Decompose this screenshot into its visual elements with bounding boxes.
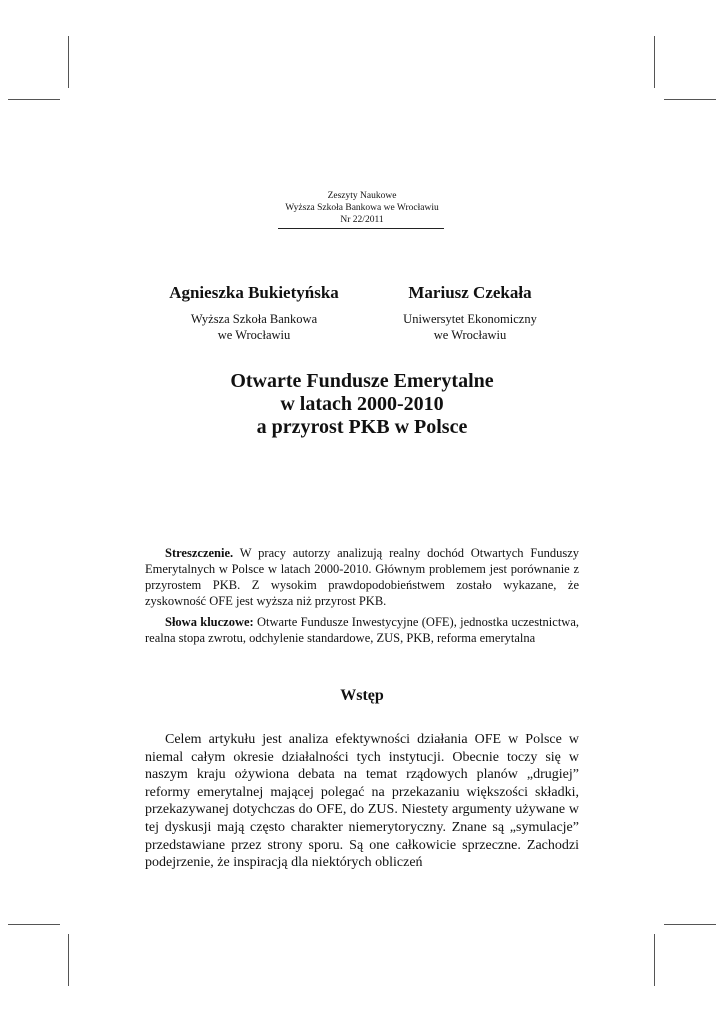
crop-mark [8,924,60,925]
author-block-1 [134,282,374,343]
keywords [145,614,579,646]
journal-publisher: Wyższa Szkoła Bankowa we Wrocławiu [285,203,439,213]
crop-mark [664,924,716,925]
affiliation-line: Uniwersytet Ekonomiczny [403,312,537,326]
author-name: Agnieszka Bukietyńska [169,283,339,302]
crop-mark [8,99,60,100]
journal-name: Zeszyty Naukowe [327,191,397,201]
affiliation-line: we Wrocławiu [217,328,291,342]
author-affiliation [134,311,374,343]
author-block-2 [350,282,590,343]
abstract-label: Streszczenie. [165,546,234,560]
journal-header [262,190,462,226]
crop-mark [664,99,716,100]
title-line: a przyrost PKB w Polsce [256,416,468,438]
affiliation-line: we Wrocławiu [433,328,507,342]
crop-mark [68,934,69,986]
keywords-text: Otwarte Fundusze Inwestycyjne (OFE), jednostka uczestnictwa, realna stopa zwrotu, odchylenie standardowe, ZUS, PKB, reforma emerytalna [145,615,580,645]
title-line: w latach 2000-2010 [280,393,444,415]
body-paragraph: Celem artykułu jest analiza efektywności działania OFE w Polsce w niemal całym okresie działalności tych instytucji. Obecnie toczy się w naszym kraju ożywiona debata na temat rządowych planów „drugiej” reformy emerytalnej mającej polegać na przekazaniu większości składki, przekazywanej dotychczas do OFE, do ZUS. Niestety argumenty używane w tej dyskusji mają często charakter niemerytoryczny. Znane są „symulacje” przedstawiane przez strony sporu. Są one całkowicie sprzeczne. Zachodzi podejrzenie, że inspiracją dla niektórych obliczeń [145,732,579,871]
header-rule [278,228,444,229]
abstract [145,545,579,609]
crop-mark [654,934,655,986]
paper-title [162,370,562,439]
author-name: Mariusz Czekała [408,283,532,302]
affiliation-line: Wyższa Szkoła Bankowa [190,312,318,326]
crop-mark [654,36,655,88]
author-affiliation [350,311,590,343]
crop-mark [68,36,69,88]
keywords-label: Słowa kluczowe: [165,615,254,629]
journal-issue: Nr 22/2011 [340,215,384,225]
section-heading: Wstęp [340,687,384,704]
title-line: Otwarte Fundusze Emerytalne [230,370,494,392]
abstract-text: W pracy autorzy analizują realny dochód Otwartych Funduszy Emerytalnych w Polsce w latach 2000-2010. Głównym problemem jest porównanie z przyrostem PKB. Z wysokim prawdopodobieństwem zostało wykazane, że zyskowność OFE jest wyższa niż przyrost PKB. [145,546,579,608]
